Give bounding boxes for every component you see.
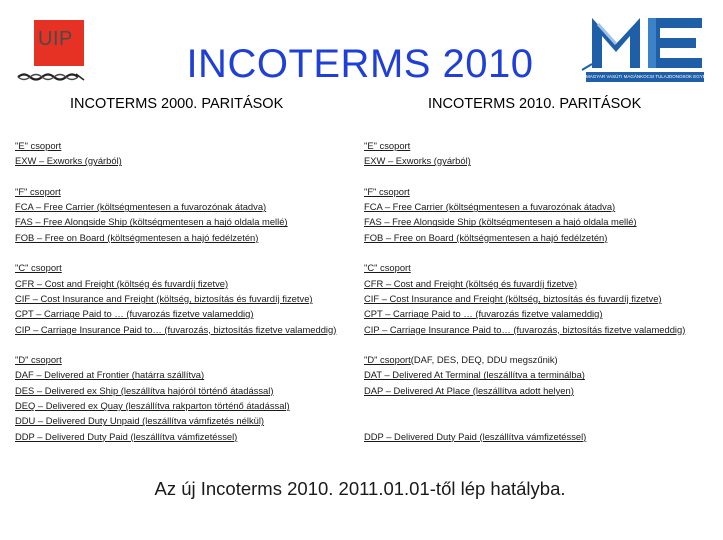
term-line: DAP – Delivered At Place (leszállítva adott helyen) <box>364 384 574 396</box>
right-heading: INCOTERMS 2010. PARITÁSOK <box>428 96 642 112</box>
me-logo-tagline: MAGYAR VASÚTI MAGÁNKOCSI TULAJDONOSOK EGYESÜLETE <box>586 72 704 82</box>
term-line: CFR – Cost and Freight (költség és fuvardíj fizetve) <box>15 277 229 289</box>
group-heading: "D" csoport <box>364 354 411 366</box>
term-line: CIF – Cost Insurance and Freight (költség, biztosítás és fuvardíj fizetve) <box>364 292 662 304</box>
term-line: FCA – Free Carrier (költségmentesen a fuvarozónak átadva) <box>15 201 267 213</box>
term-line: CFR – Cost and Freight (költség és fuvardíj fizetve) <box>364 277 578 289</box>
left-heading: INCOTERMS 2000. PARITÁSOK <box>70 96 284 112</box>
group-heading: "C" csoport <box>15 262 62 274</box>
group-heading-row <box>364 352 685 367</box>
term-line: DEQ – Delivered ex Quay (leszállítva rakparton történő átadással) <box>15 400 290 412</box>
page-title: INCOTERMS 2010 <box>186 42 534 86</box>
term-line: EXW – Exworks (gyárból) <box>364 155 471 167</box>
group-heading: "F" csoport <box>15 185 61 197</box>
group-heading: "D" csoport <box>15 354 62 366</box>
footer-note: Az új Incoterms 2010. 2011.01.01-től lép hatályba. <box>154 478 566 499</box>
uip-logo-text: UIP <box>38 28 73 50</box>
term-line: DDU – Delivered Duty Unpaid (leszállítva vámfizetés nélkül) <box>15 415 265 427</box>
term-line: FOB – Free on Board (költségmentesen a hajó fedélzetén) <box>15 231 259 243</box>
term-line: FOB – Free on Board (költségmentesen a hajó fedélzetén) <box>364 231 608 243</box>
term-line: DAF – Delivered at Frontier (határra szállítva) <box>15 369 205 381</box>
group-heading: "C" csoport <box>364 262 411 274</box>
term-line: CPT – Carriage Paid to … (fuvarozás fizetve valameddig) <box>364 308 603 320</box>
term-line: CIP – Carriage Insurance Paid to… (fuvarozás, biztosítás fizetve valameddig) <box>15 323 337 335</box>
term-line: DAT – Delivered At Terminal (leszállítva a terminálba) <box>364 369 585 381</box>
term-line: CPT – Carriage Paid to … (fuvarozás fizetve valameddig) <box>15 308 254 320</box>
group-heading: "E" csoport <box>15 140 62 151</box>
term-line: FAS – Free Alongside Ship (költségmentesen a hajó oldala mellé) <box>364 216 637 228</box>
term-line: EXW – Exworks (gyárból) <box>15 155 122 167</box>
right-column <box>364 138 685 444</box>
term-line: CIF – Cost Insurance and Freight (költség, biztosítás és fuvardíj fizetve) <box>15 292 313 304</box>
term-line: DES – Delivered ex Ship (leszállítva hajóról történő átadással) <box>15 384 274 396</box>
term-line: FAS – Free Alongside Ship (költségmentesen a hajó oldala mellé) <box>15 216 288 228</box>
group-note: (DAF, DES, DEQ, DDU megszűnik) <box>410 354 558 366</box>
group-heading: "E" csoport <box>364 140 411 151</box>
left-column <box>15 138 336 444</box>
term-line: DDP – Delivered Duty Paid (leszállítva vámfizetéssel) <box>364 430 587 442</box>
group-heading: "F" csoport <box>364 185 410 197</box>
term-line: CIP – Carriage Insurance Paid to… (fuvarozás, biztosítás fizetve valameddig) <box>364 323 686 335</box>
term-line: FCA – Free Carrier (költségmentesen a fuvarozónak átadva) <box>364 201 616 213</box>
term-line: DDP – Delivered Duty Paid (leszállítva vámfizetéssel) <box>15 430 238 442</box>
